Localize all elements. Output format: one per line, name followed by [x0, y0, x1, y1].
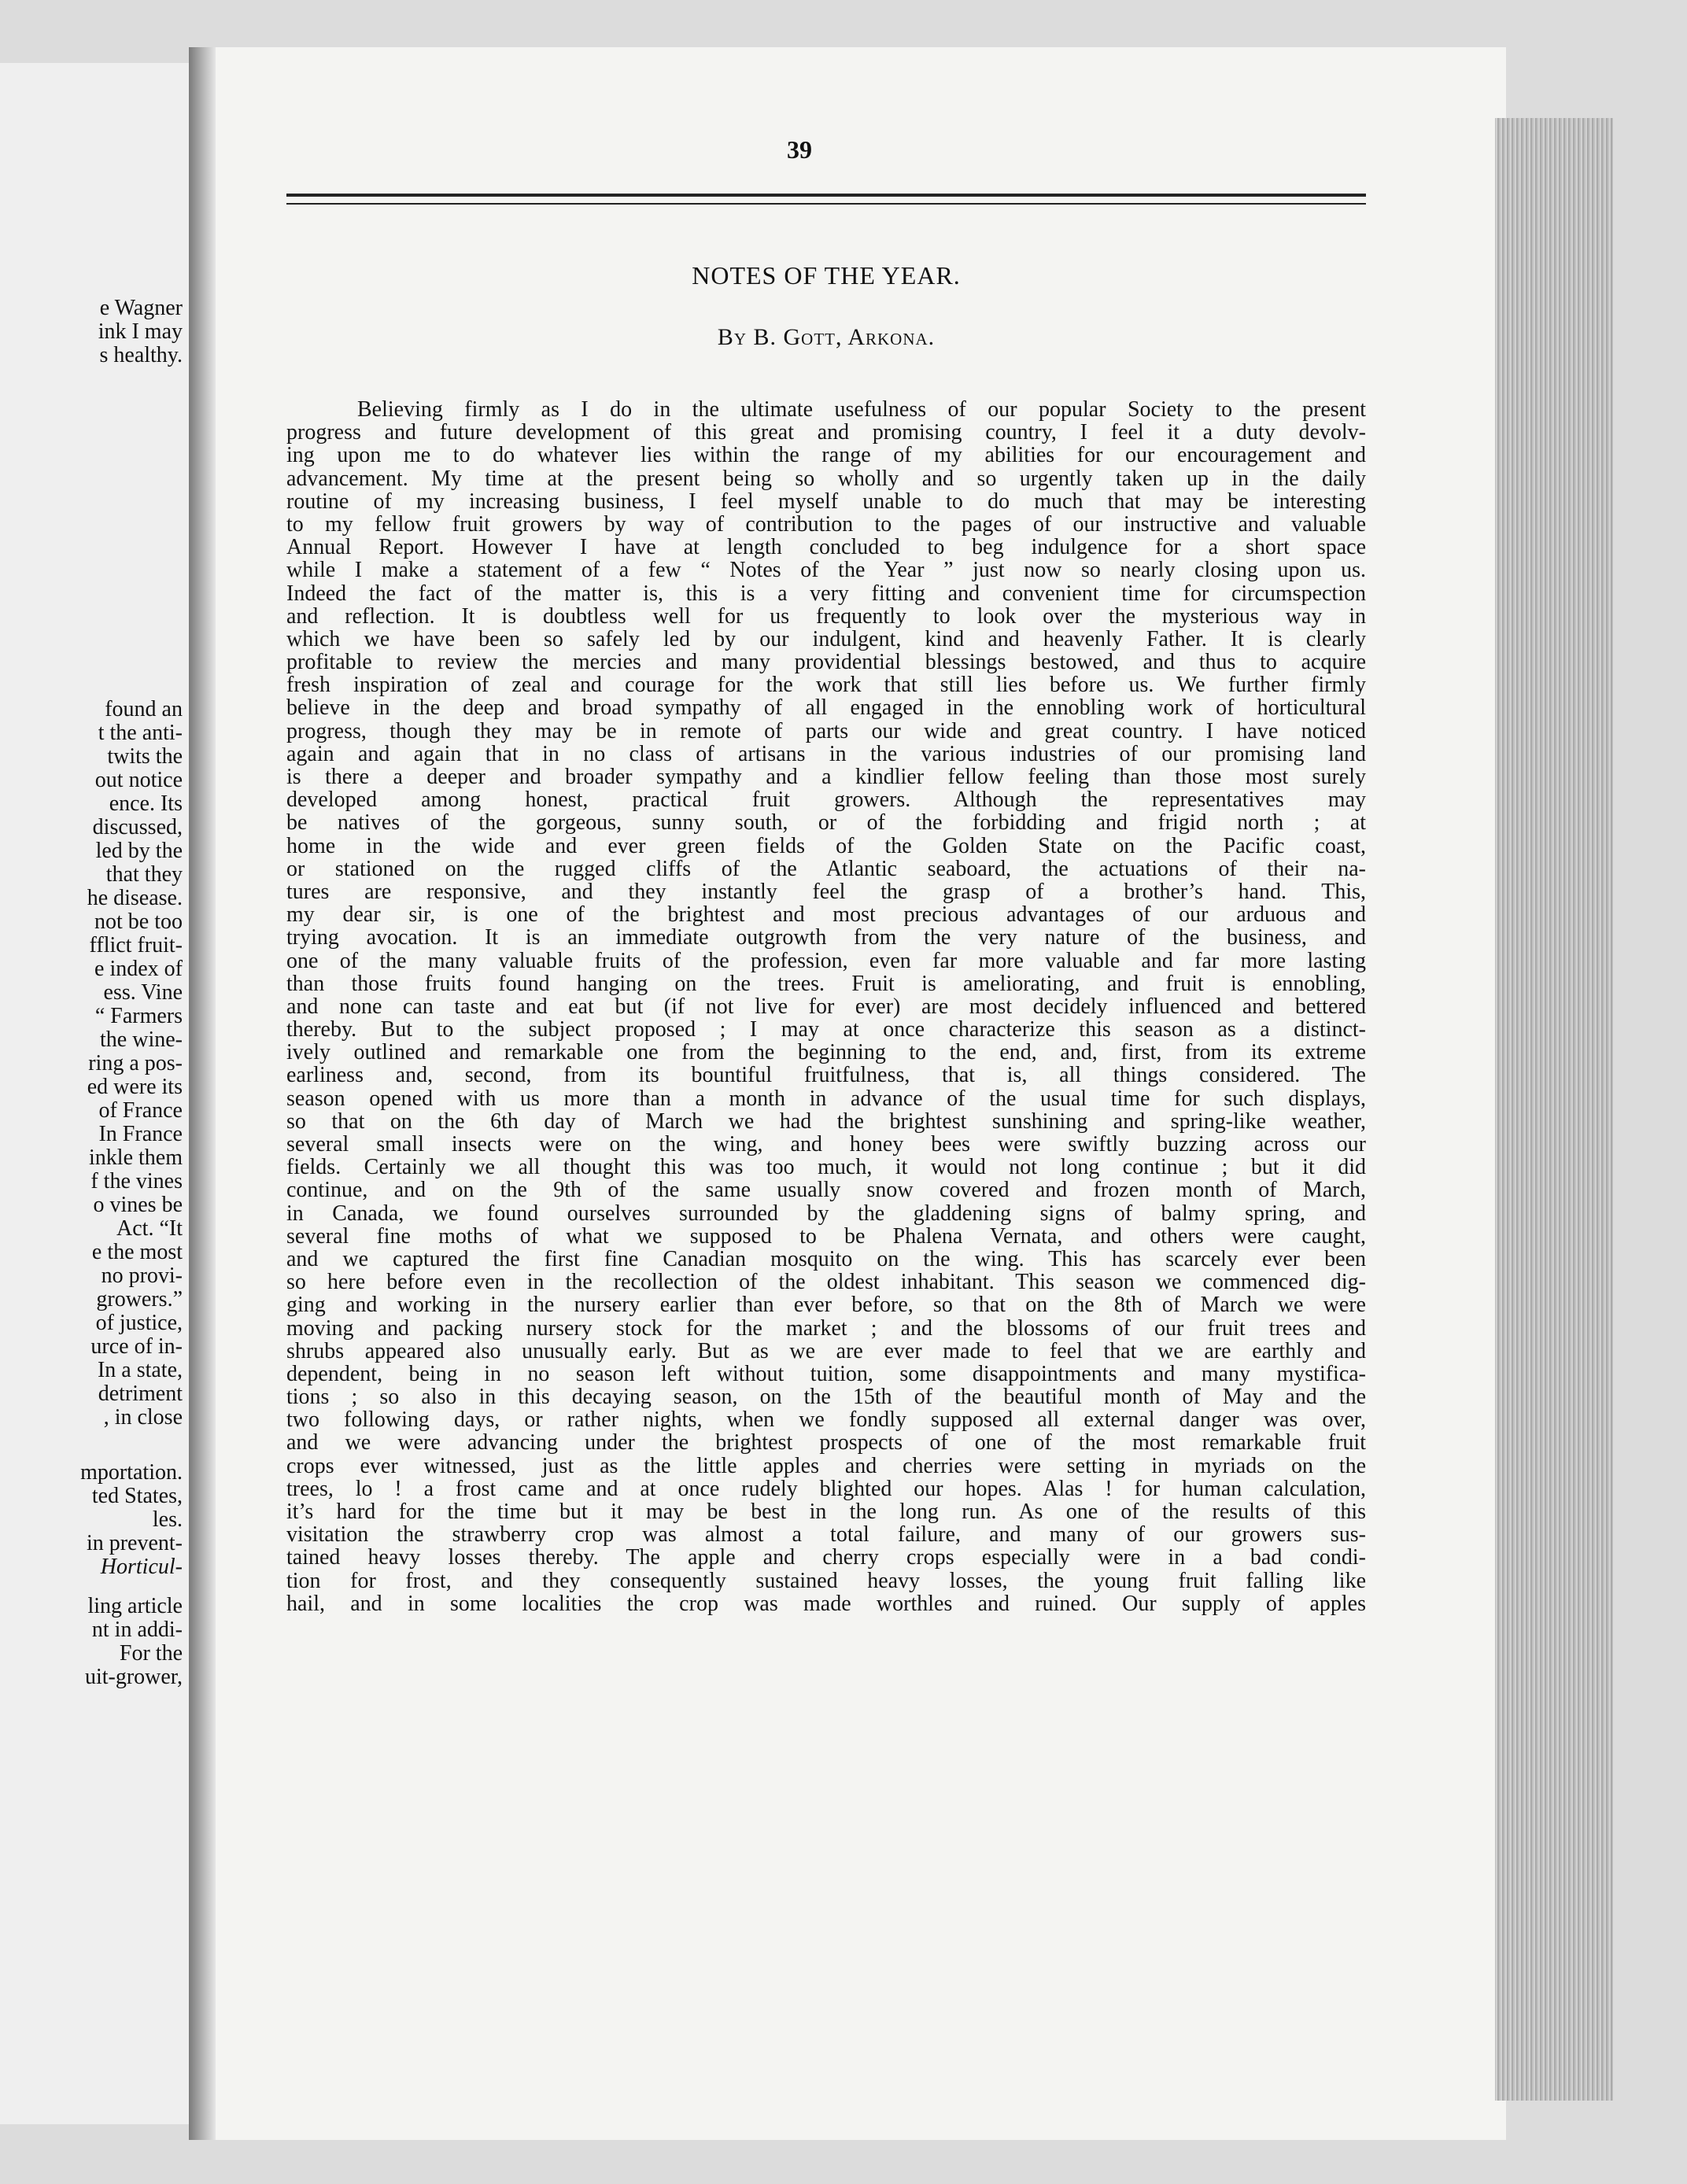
body-line: tures are responsive, and they instantly feel the grasp of a brother’s hand. This,: [286, 879, 1366, 904]
book-gutter: [189, 47, 216, 2140]
previous-page-text-line: uit-grower,: [84, 1665, 183, 1689]
previous-page-text-line: inkle them: [89, 1145, 183, 1170]
body-line: and we were advancing under the brightest prospects of one of the most remarkable fruit: [286, 1430, 1366, 1455]
body-line: crops ever witnessed, just as the little apples and cherries were setting in myriads on the: [286, 1453, 1366, 1478]
previous-page-text-line: that they: [105, 862, 183, 887]
previous-page-text-line: f the vines: [90, 1169, 183, 1193]
article-body: [286, 398, 1366, 1615]
body-line: and none can taste and eat but (if not live for ever) are most decidely influenced and bettered: [286, 994, 1366, 1019]
article-title: NOTES OF THE YEAR.: [692, 261, 961, 290]
previous-page-text-line: ed were its: [87, 1075, 183, 1099]
article-byline: By B. Gott, Arkona.: [717, 324, 936, 350]
body-line: routine of my increasing business, I feel myself unable to do much that may be interesting: [286, 489, 1366, 514]
body-line: so that on the 6th day of March we had the brightest sunshining and spring-like weather,: [286, 1109, 1366, 1134]
body-line: developed among honest, practical fruit growers. Although the representatives may: [286, 788, 1366, 813]
body-line: tained heavy losses thereby. The apple and cherry crops especially were in a bad condi-: [286, 1545, 1366, 1570]
previous-page-text-line: “ Farmers: [94, 1004, 183, 1028]
page-number: 39: [787, 135, 812, 164]
body-line: again and again that in no class of artisans in the various industries of our promising land: [286, 741, 1366, 766]
body-line: moving and packing nursery stock for the market ; and the blossoms of our fruit trees and: [286, 1315, 1366, 1341]
body-line: several fine moths of what we supposed to be Phalena Vernata, and others were caught,: [286, 1223, 1366, 1249]
body-line: than those fruits found hanging on the trees. Fruit is ameliorating, and fruit is ennobling,: [286, 971, 1366, 996]
body-line: two following days, or rather nights, when we fondly supposed all external danger was over,: [286, 1407, 1366, 1433]
previous-page-text-line: not be too: [94, 909, 183, 934]
body-line: believe in the deep and broad sympathy of all engaged in the ennobling work of horticultural: [286, 695, 1366, 721]
previous-page-text-line: , in close: [103, 1405, 183, 1430]
previous-page-text-line: s healthy.: [99, 343, 183, 367]
previous-page-text-line: fflict fruit-: [89, 933, 183, 957]
previous-page-text-line: of France: [98, 1098, 183, 1123]
body-line: profitable to review the mercies and many providential blessings bestowed, and thus to acquire: [286, 650, 1366, 675]
body-line: ing upon me to do whatever lies within the range of my abilities for our encouragement and: [286, 443, 1366, 468]
body-line: in Canada, we found ourselves surrounded by the gladdening signs of balmy spring, and: [286, 1201, 1366, 1226]
previous-page-text-line: les.: [152, 1507, 183, 1532]
body-line: and we captured the first fine Canadian mosquito on the wing. This has scarcely ever been: [286, 1246, 1366, 1271]
body-line: Annual Report. However I have at length concluded to beg indulgence for a short space: [286, 535, 1366, 560]
previous-page-text-line: ted States,: [91, 1484, 183, 1508]
previous-page-text-line: detriment: [98, 1382, 183, 1406]
body-line: ively outlined and remarkable one from the beginning to the end, and, first, from its extreme: [286, 1040, 1366, 1065]
body-line: while I make a statement of a few “ Notes of the Year ” just now so nearly closing upon us.: [286, 558, 1366, 583]
previous-page-text-line: no provi-: [101, 1264, 183, 1288]
body-line: advancement. My time at the present being so wholly and so urgently taken up in the daily: [286, 466, 1366, 491]
previous-page-text-line: nt in addi-: [91, 1618, 183, 1642]
previous-page-text-line: led by the: [95, 839, 183, 863]
previous-page-text-line: growers.”: [96, 1287, 183, 1312]
body-line: progress and future development of this great and promising country, I feel it a duty devolv-: [286, 420, 1366, 445]
previous-page-text-line: in prevent-: [86, 1531, 183, 1555]
body-line: visitation the strawberry crop was almost a total failure, and many of our growers sus-: [286, 1522, 1366, 1548]
previous-page-text-line: he disease.: [87, 886, 183, 910]
previous-page-text-line: t the anti-: [98, 721, 183, 745]
body-line: it’s hard for the time but it may be best in the long run. As one of the results of this: [286, 1500, 1366, 1524]
previous-page-text-line: Horticul-: [100, 1555, 183, 1579]
previous-page-text-line: discussed,: [92, 815, 183, 839]
body-line: progress, though they may be in remote of parts our wide and great country. I have noticed: [286, 718, 1366, 743]
body-line: is there a deeper and broader sympathy and a kindlier fellow feeling than those most surely: [286, 765, 1366, 789]
body-line: trying avocation. It is an immediate outgrowth from the very nature of the business, and: [286, 925, 1366, 950]
body-line: home in the wide and ever green fields of the Golden State on the Pacific coast,: [286, 833, 1366, 858]
body-line: fresh inspiration of zeal and courage for the work that still lies before us. We further firmly: [286, 673, 1366, 698]
previous-page-text-line: In France: [98, 1122, 183, 1146]
previous-page-text-line: o vines be: [93, 1193, 183, 1217]
previous-page-text-line: ink I may: [98, 319, 183, 344]
previous-page-text-line: the wine-: [100, 1027, 183, 1052]
body-line: to my fellow fruit growers by way of contribution to the pages of our instructive and valuable: [286, 511, 1366, 537]
page-edges: [1495, 118, 1613, 2101]
body-line: trees, lo ! a frost came and at once rudely blighted our hopes. Alas ! for human calculation,: [286, 1476, 1366, 1501]
header-rule: [286, 194, 1366, 205]
body-line: one of the many valuable fruits of the profession, even far more valuable and far more lasting: [286, 948, 1366, 973]
previous-page-text-line: Act. “It: [116, 1216, 183, 1241]
body-line: several small insects were on the wing, and honey bees were swiftly buzzing across our: [286, 1132, 1366, 1157]
body-line: dependent, being in no season left without tuition, some disappointments and many mystifica-: [286, 1361, 1366, 1386]
previous-page-text-line: e Wagner: [99, 296, 183, 320]
previous-page-text-line: e the most: [91, 1240, 183, 1264]
previous-page-fragment: [0, 63, 190, 2124]
previous-page-text-line: In a state,: [97, 1358, 183, 1382]
previous-page-text-line: ring a pos-: [88, 1051, 183, 1075]
body-line: which we have been so safely led by our indulgent, kind and heavenly Father. It is clearly: [286, 626, 1366, 651]
body-line: continue, and on the 9th of the same usually snow covered and frozen month of March,: [286, 1178, 1366, 1203]
body-line: so here before even in the recollection of the oldest inhabitant. This season we commenced dig-: [286, 1270, 1366, 1295]
body-line: fields. Certainly we all thought this was too much, it would not long continue ; but it did: [286, 1155, 1366, 1180]
body-line: or stationed on the rugged cliffs of the Atlantic seaboard, the actuations of their na-: [286, 856, 1366, 881]
body-line: thereby. But to the subject proposed ; I may at once characterize this season as a distinct-: [286, 1017, 1366, 1042]
body-line: Believing firmly as I do in the ultimate usefulness of our popular Society to the present: [357, 397, 1366, 422]
body-line: and reflection. It is doubtless well for us frequently to look over the mysterious way in: [286, 603, 1366, 629]
body-line: hail, and in some localities the crop was made worthles and ruined. Our supply of apples: [286, 1591, 1366, 1616]
body-line: season opened with us more than a month in advance of the usual time for such displays,: [286, 1086, 1366, 1111]
previous-page-text-line: out notice: [94, 768, 183, 792]
previous-page-text-line: ence. Its: [109, 791, 183, 816]
body-line: ging and working in the nursery earlier than ever before, so that on the 8th of March we were: [286, 1293, 1366, 1318]
previous-page-text-line: e index of: [94, 957, 183, 981]
previous-page-text-line: ess. Vine: [103, 980, 183, 1005]
previous-page-text-line: of justice,: [95, 1311, 183, 1335]
previous-page-text-line: twits the: [107, 744, 183, 769]
previous-page-text-line: mportation.: [80, 1460, 183, 1485]
previous-page-text-line: found an: [105, 697, 183, 721]
body-line: tions ; so also in this decaying season, on the 15th of the beautiful month of May and the: [286, 1385, 1366, 1410]
previous-page-text-line: For the: [119, 1641, 183, 1666]
body-line: Indeed the fact of the matter is, this is a very fitting and convenient time for circumspection: [286, 581, 1366, 606]
body-line: my dear sir, is one of the brightest and most precious advantages of our arduous and: [286, 902, 1366, 928]
body-line: earliness and, second, from its bountiful fruitfulness, that is, all things considered. The: [286, 1063, 1366, 1088]
previous-page-text-line: ling article: [87, 1594, 183, 1618]
body-line: be natives of the gorgeous, sunny south, or of the forbidding and frigid north ; at: [286, 810, 1366, 836]
body-line: shrubs appeared also unusually early. But as we are ever made to feel that we are earthly and: [286, 1338, 1366, 1363]
body-line: tion for frost, and they consequently sustained heavy losses, the young fruit falling like: [286, 1568, 1366, 1593]
previous-page-text-line: urce of in-: [90, 1334, 183, 1359]
